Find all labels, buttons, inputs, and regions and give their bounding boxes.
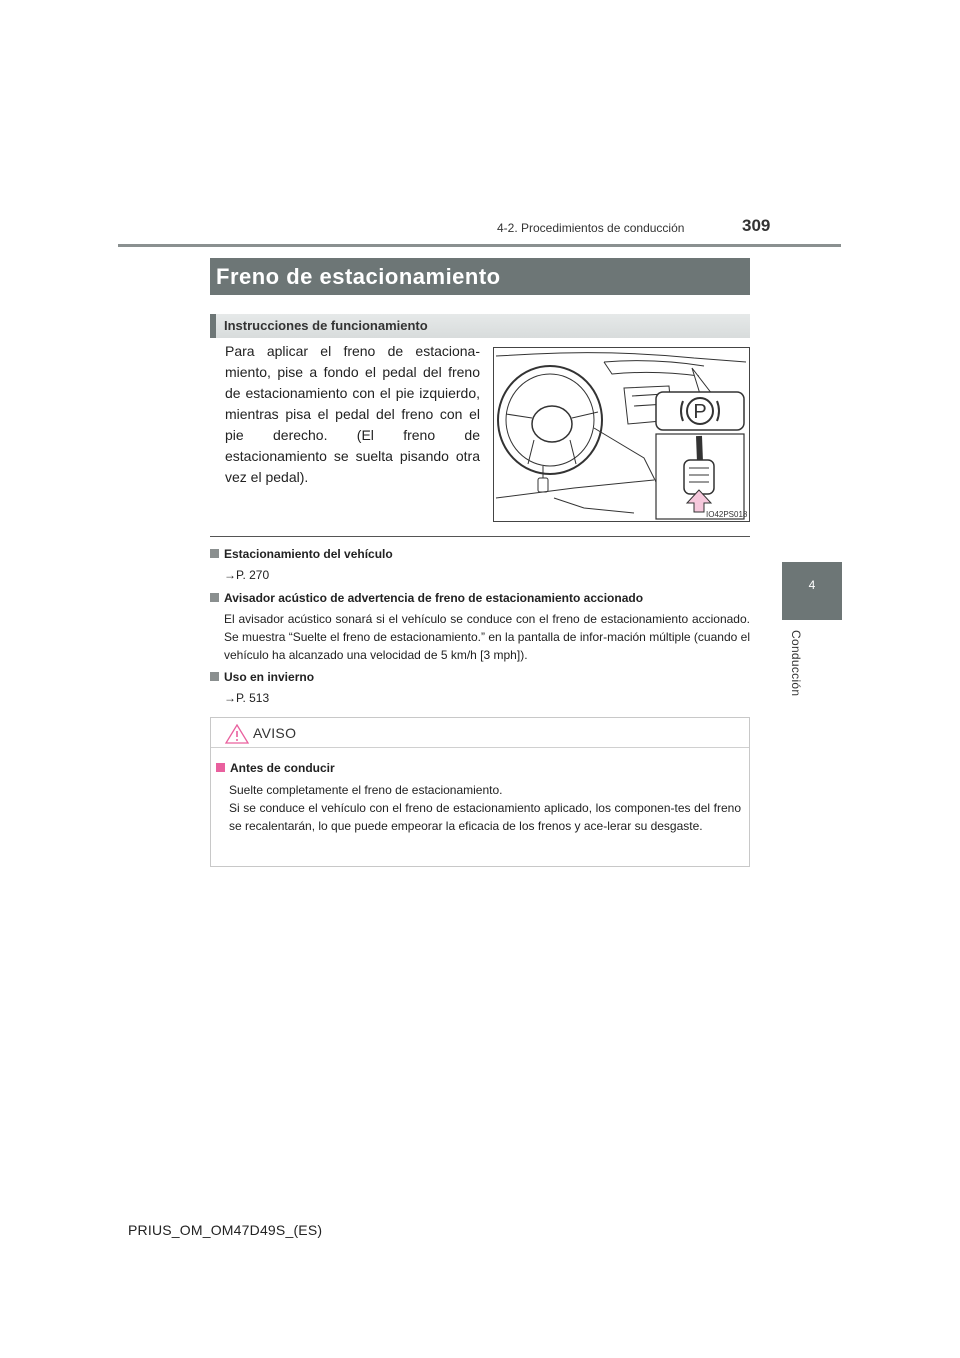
note-winter [210, 669, 750, 707]
header-rule [118, 244, 841, 247]
caution-box [210, 717, 750, 867]
note-buzzer [210, 590, 750, 664]
caution-header [211, 718, 749, 748]
note-title: Uso en invierno [224, 670, 315, 684]
caution-line: Si se conduce el vehículo con el freno de estacionamiento aplicado, los componen-tes del freno se recalentarán, lo que puede empeorar la eficacia de los frenos y ace-lerar su desgaste. [229, 801, 741, 833]
bullet-square-icon [210, 672, 219, 681]
chapter-tab-number: 4 [808, 578, 816, 592]
subheading: Instrucciones de funcionamiento [210, 314, 750, 338]
intro-paragraph: Para aplicar el freno de estaciona-miento, pise a fondo el pedal del freno de estacionamiento con el pie izquierdo, mientras pisa el pedal del freno con el pie derecho. (El freno de estacionamiento se suelta pisando otra vez el pedal). [225, 343, 480, 485]
bullet-square-icon [210, 549, 219, 558]
bullet-square-icon [210, 593, 219, 602]
page-number: 309 [742, 216, 771, 235]
note-parking [210, 546, 750, 584]
caution-title: Antes de conducir [230, 761, 335, 775]
chapter-tab-label: Conducción [789, 630, 803, 697]
note-body: →P. 513 [224, 691, 270, 705]
warning-triangle-icon [225, 724, 249, 744]
caution-text [229, 781, 741, 835]
parking-brake-illustration [493, 347, 750, 522]
indicator-symbol: P [693, 401, 707, 423]
document-code-footer: PRIUS_OM_OM47D49S_(ES) [128, 1222, 323, 1238]
illustration-code: IO42PS018 [706, 510, 748, 519]
caution-line: Suelte completamente el freno de estacionamiento. [229, 783, 503, 797]
section-divider [210, 536, 750, 537]
note-body: El avisador acústico sonará si el vehículo se conduce con el freno de estacionamiento accionado. Se muestra “Suelte el freno de estacionamiento.” en la pantalla de infor-mación múltiple (cuando el vehículo ha alcanzado una velocidad de 5 km/h [3 mph]). [224, 612, 750, 662]
note-title: Avisador acústico de advertencia de freno de estacionamiento accionado [224, 591, 644, 605]
bullet-square-icon [216, 763, 225, 772]
dashboard-drawing [494, 348, 749, 521]
running-header-section: 4-2. Procedimientos de conducción [497, 221, 685, 235]
note-title: Estacionamiento del vehículo [224, 547, 393, 561]
page-title: Freno de estacionamiento [210, 258, 750, 295]
parking-brake-pedal [684, 460, 714, 494]
note-body: →P. 270 [224, 568, 270, 582]
caution-label: AVISO [253, 725, 297, 741]
